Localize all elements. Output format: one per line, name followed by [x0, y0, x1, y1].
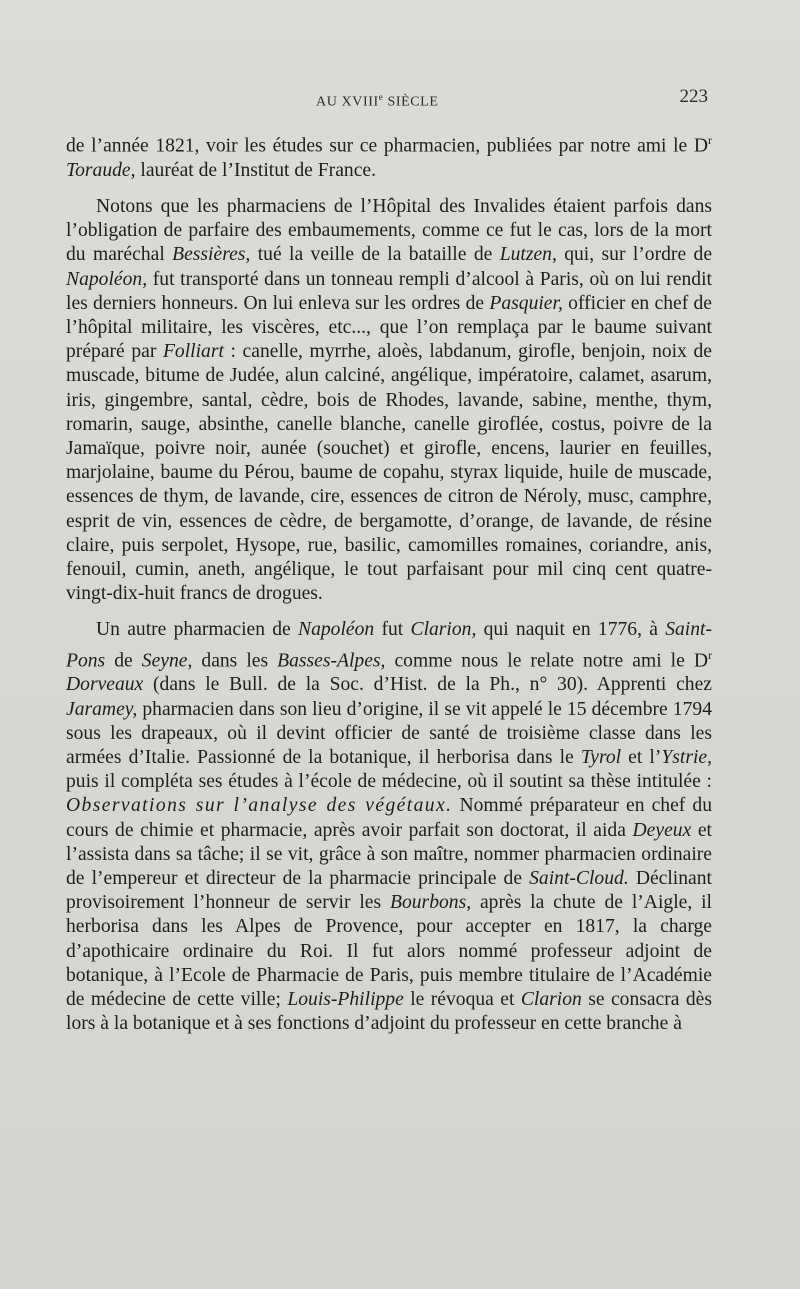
paragraph: de l’année 1821, voir les études sur ce pharmacien, publiées par notre ami le $D^r$ Toraude, lauréat de l’Institut de France. [66, 133, 712, 181]
paragraph: Notons que les pharmaciens de l’Hôpital des Invalides étaient parfois dans l’obligation de parfaire des embaumements, comme ce fut le cas, lors de la mort du maréchal Bessières, tué la veille de la bataille de Lutzen, qui, sur l’ordre de Napoléon, fut transporté dans un tonneau rempli d’alcool à Paris, où on lui rendit les derniers honneurs. On lui enleva sur les ordres de Pasquier, officier en chef de l’hôpital militaire, les viscères, etc..., que l’on remplaça par le baume suivant préparé par Folliart : canelle, myrrhe, aloès, labdanum, girofle, benjoin, noix de muscade, bitume de Judée, alun calciné, angélique, impératoire, calamet, asarum, iris, gingembre, santal, cèdre, bois de Rhodes, lavande, sabine, menthe, thym, romarin, sauge, absinthe, canelle blanche, canelle giroflée, costus, poivre de la Jamaïque, poivre noir, aunée (souchet) et girofle, encens, laurier en feuilles, marjolaine, baume du Pérou, baume de copahu, styrax liquide, huile de muscade, essences de thym, de lavande, cire, essences de citron de Néroly, musc, camphre, esprit de vin, essences de cèdre, de bergamotte, d’orange, de lavande, de résine claire, puis serpolet, Hysope, rue, basilic, camomilles romaines, coriandre, anis, fenouil, cumin, aneth, angélique, le tout parfaisant pour mil cinq cent quatre-vingt-dix-huit francs de drogues. [66, 195, 713, 605]
page-header [66, 86, 712, 114]
paragraph: Un autre pharmacien de Napoléon fut Clarion, qui naquit en 1776, à Saint-Pons de Seyne, dans les Basses-Alpes, comme nous le relate notre ami le $D^r$ Dorveaux (dans le Bull. de la Soc. d’Hist. de la Ph., n° 30). Apprenti chez Jaramey, pharmacien dans son lieu d’origine, il se vit appelé le 15 décembre 1794 sous les drapeaux, où il devint officier de santé de troisième classe dans les armées d’Italie. Passionné de la botanique, il herborisa dans le Tyrol et l’Ystrie, puis il compléta ses études à l’école de médecine, où il soutint sa thèse intitulée : Observations sur l’analyse des végétaux. Nommé préparateur en chef du cours de chimie et pharmacie, après avoir parfait son doctorat, il aida Deyeux et l’assista dans sa tâche; il se vit, grâce à son maître, nommer pharmacien ordinaire de l’empereur et directeur de la pharmacie principale de Saint-Cloud. Déclinant provisoirement l’honneur de servir les Bourbons, après la chute de l’Aigle, il herborisa dans les Alpes de Provence, pour accepter en 1817, la charge d’apothicaire ordinaire du Roi. Il fut alors nommé professeur adjoint de botanique, à l’Ecole de Pharmacie de Paris, puis membre titulaire de l’Académie de médecine de cette ville; Louis-Philippe le révoqua et Clarion se consacra dès lors à la botanique et à ses fonctions d’adjoint du professeur en cette branche à [66, 619, 713, 1035]
running-head: AU XVIIIe SIÈCLE [316, 92, 439, 110]
page-number: 223 [679, 86, 708, 107]
body-text [66, 128, 712, 1036]
